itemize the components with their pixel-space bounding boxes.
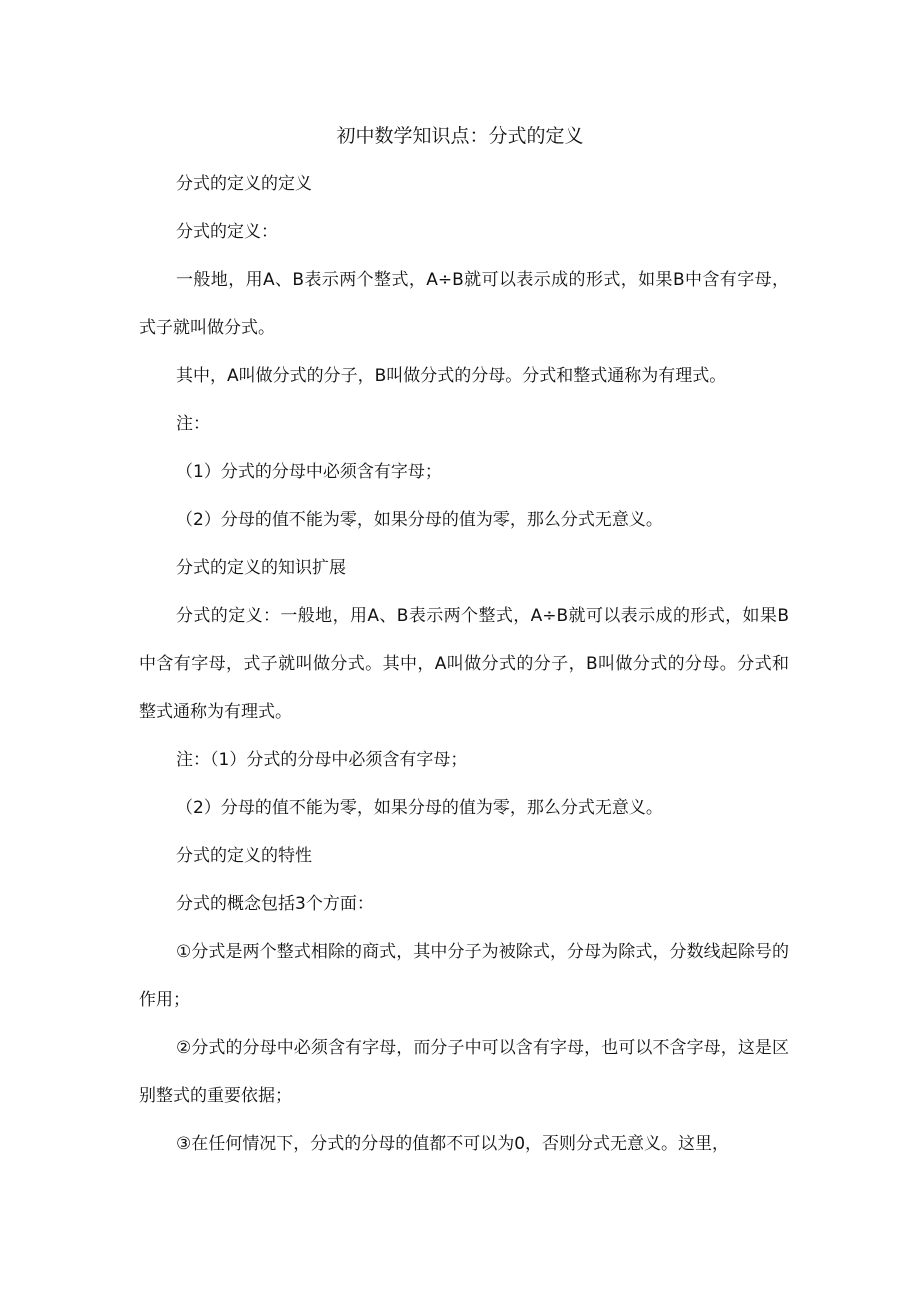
section-heading-properties: 分式的定义的特性	[176, 846, 312, 866]
paragraph: （2）分母的值不能为零，如果分母的值为零，那么分式无意义。	[176, 798, 663, 818]
paragraph: 其中，A叫做分式的分子，B叫做分式的分母。分式和整式通称为有理式。	[176, 366, 727, 386]
section-heading-extension: 分式的定义的知识扩展	[176, 558, 346, 578]
paragraph: 分式的定义：	[176, 222, 278, 242]
paragraph: 注：	[176, 414, 210, 434]
paragraph: ①分式是两个整式相除的商式，其中分子为被除式，分母为除式，分数线起除号的作用；	[139, 942, 789, 1010]
page-title: 初中数学知识点：分式的定义	[336, 125, 584, 147]
paragraph: 一般地，用A、B表示两个整式，A÷B就可以表示成的形式，如果B中含有字母，式子就叫做分式。	[139, 270, 789, 338]
paragraph: ③在任何情况下，分式的分母的值都不可以为0，否则分式无意义。这里，	[176, 1134, 730, 1154]
paragraph: （1）分式的分母中必须含有字母；	[176, 462, 442, 482]
paragraph: （2）分母的值不能为零，如果分母的值为零，那么分式无意义。	[176, 510, 663, 530]
section-heading-definition: 分式的定义的定义	[176, 174, 312, 194]
paragraph: 分式的概念包括3个方面：	[176, 894, 374, 914]
document-body	[139, 170, 789, 1178]
paragraph: 分式的定义：一般地，用A、B表示两个整式，A÷B就可以表示成的形式，如果B中含有字母，式子就叫做分式。其中，A叫做分式的分子，B叫做分式的分母。分式和整式通称为有理式。	[139, 606, 789, 722]
paragraph: ②分式的分母中必须含有字母，而分子中可以含有字母，也可以不含字母，这是区别整式的重要依据；	[139, 1038, 789, 1106]
paragraph: 注：（1）分式的分母中必须含有字母；	[176, 750, 468, 770]
